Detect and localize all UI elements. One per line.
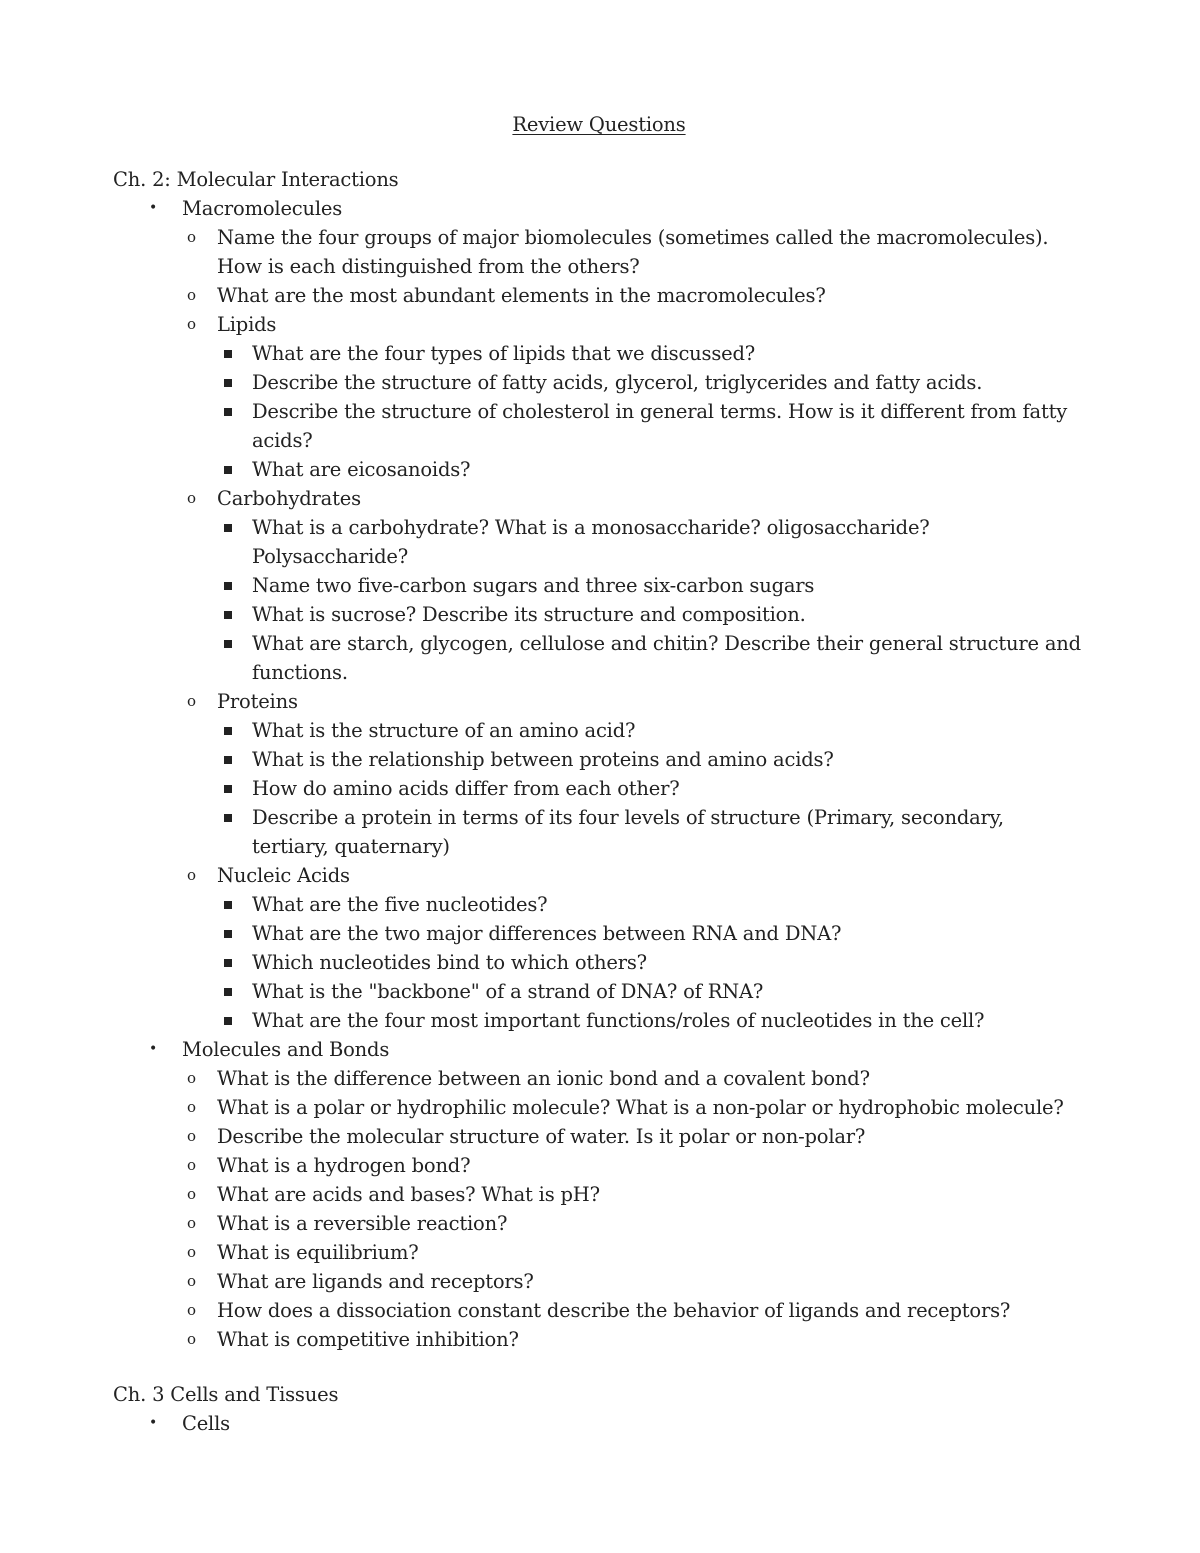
subquestion-text: What are starch, glycogen, cellulose and chitin? Describe their general structure and functions. xyxy=(252,632,1081,684)
circle-bullet: o xyxy=(187,1243,196,1261)
subquestion-text: Which nucleotides bind to which others? xyxy=(252,951,647,974)
square-bullet xyxy=(224,379,232,387)
subquestion-item xyxy=(252,629,1085,687)
topic-label: Proteins xyxy=(217,690,298,713)
circle-bullet: o xyxy=(187,1127,196,1145)
subquestion-list xyxy=(252,890,1085,1035)
question-text: Describe the molecular structure of water. Is it polar or non-polar? xyxy=(217,1125,866,1148)
subquestion-list xyxy=(252,339,1085,484)
square-bullet xyxy=(224,640,232,648)
circle-bullet: o xyxy=(187,1156,196,1174)
question-text: What are the most abundant elements in the macromolecules? xyxy=(217,284,826,307)
circle-bullet: o xyxy=(187,489,196,507)
subquestion-item xyxy=(252,803,1085,861)
circle-bullet: o xyxy=(187,692,196,710)
subquestion-item xyxy=(252,774,1085,803)
question-item xyxy=(187,1180,1085,1209)
bullet-marker: • xyxy=(149,1415,158,1431)
circle-bullet: o xyxy=(187,1301,196,1319)
section-item xyxy=(149,1409,1085,1438)
question-item xyxy=(187,1296,1085,1325)
square-bullet xyxy=(224,1017,232,1025)
subquestion-text: What is the "backbone" of a strand of DNA? of RNA? xyxy=(252,980,764,1003)
square-bullet xyxy=(224,727,232,735)
question-item xyxy=(187,1151,1085,1180)
subquestion-text: Describe the structure of fatty acids, glycerol, triglycerides and fatty acids. xyxy=(252,371,983,394)
circle-bullet: o xyxy=(187,1069,196,1087)
topic-item xyxy=(187,310,1085,484)
section-label: Cells xyxy=(182,1412,230,1435)
section-item xyxy=(149,194,1085,1035)
question-item xyxy=(187,281,1085,310)
question-text: What are acids and bases? What is pH? xyxy=(217,1183,600,1206)
subquestion-text: Describe the structure of cholesterol in general terms. How is it different from fatty acids? xyxy=(252,400,1068,452)
question-item xyxy=(187,1209,1085,1238)
square-bullet xyxy=(224,814,232,822)
question-item xyxy=(187,1325,1085,1354)
subquestion-item xyxy=(252,745,1085,774)
subquestion-text: What are the two major differences between RNA and DNA? xyxy=(252,922,842,945)
question-text: What is equilibrium? xyxy=(217,1241,419,1264)
square-bullet xyxy=(224,524,232,532)
subquestion-text: What are eicosanoids? xyxy=(252,458,471,481)
question-item xyxy=(187,1238,1085,1267)
section-list xyxy=(149,194,1085,1354)
subquestion-text: What are the four types of lipids that we discussed? xyxy=(252,342,756,365)
subquestion-item xyxy=(252,919,1085,948)
square-bullet xyxy=(224,611,232,619)
subquestion-item xyxy=(252,948,1085,977)
circle-bullet: o xyxy=(187,315,196,333)
topic-label: Nucleic Acids xyxy=(217,864,350,887)
question-text: What is a reversible reaction? xyxy=(217,1212,508,1235)
subquestion-text: What is a carbohydrate? What is a monosaccharide? oligosaccharide? Polysaccharide? xyxy=(252,516,930,568)
section-label: Macromolecules xyxy=(182,197,343,220)
square-bullet xyxy=(224,988,232,996)
question-text: What is a hydrogen bond? xyxy=(217,1154,471,1177)
bullet-marker: • xyxy=(149,200,158,216)
question-item xyxy=(187,1093,1085,1122)
question-text: What is the difference between an ionic bond and a covalent bond? xyxy=(217,1067,870,1090)
subquestion-item xyxy=(252,513,1085,571)
circle-bullet: o xyxy=(187,1272,196,1290)
question-item xyxy=(187,1064,1085,1093)
subquestion-text: Describe a protein in terms of its four levels of structure (Primary, secondary, tertiary, quaternary) xyxy=(252,806,1004,858)
subquestion-text: What is the relationship between proteins and amino acids? xyxy=(252,748,834,771)
topic-item xyxy=(187,484,1085,687)
question-text: What are ligands and receptors? xyxy=(217,1270,534,1293)
subquestion-item xyxy=(252,716,1085,745)
subquestion-item xyxy=(252,890,1085,919)
section-list xyxy=(149,1409,1085,1438)
square-bullet xyxy=(224,582,232,590)
topic-label: Carbohydrates xyxy=(217,487,361,510)
square-bullet xyxy=(224,959,232,967)
subquestion-item xyxy=(252,455,1085,484)
topic-label: Lipids xyxy=(217,313,277,336)
circle-bullet: o xyxy=(187,1098,196,1116)
square-bullet xyxy=(224,901,232,909)
subquestion-item xyxy=(252,339,1085,368)
subquestion-list xyxy=(252,716,1085,861)
subquestion-text: What are the four most important functions/roles of nucleotides in the cell? xyxy=(252,1009,985,1032)
square-bullet xyxy=(224,785,232,793)
subquestion-item xyxy=(252,397,1085,455)
square-bullet xyxy=(224,350,232,358)
question-text: Name the four groups of major biomolecules (sometimes called the macromolecules). How is each distinguished from the others? xyxy=(217,226,1049,278)
circle-bullet: o xyxy=(187,1185,196,1203)
square-bullet xyxy=(224,466,232,474)
question-text: How does a dissociation constant describe the behavior of ligands and receptors? xyxy=(217,1299,1011,1322)
topic-item xyxy=(187,687,1085,861)
chapter-heading: Ch. 2: Molecular Interactions xyxy=(113,168,399,191)
topic-item xyxy=(187,861,1085,1035)
subquestion-text: How do amino acids differ from each other? xyxy=(252,777,680,800)
circle-bullet: o xyxy=(187,1330,196,1348)
chapter-heading: Ch. 3 Cells and Tissues xyxy=(113,1383,339,1406)
subquestion-item xyxy=(252,571,1085,600)
subquestion-text: What are the five nucleotides? xyxy=(252,893,548,916)
subquestion-text: What is sucrose? Describe its structure and composition. xyxy=(252,603,806,626)
subquestion-list xyxy=(252,513,1085,687)
circle-bullet: o xyxy=(187,866,196,884)
question-list xyxy=(187,223,1085,1035)
question-item xyxy=(187,223,1085,281)
square-bullet xyxy=(224,408,232,416)
question-item xyxy=(187,1267,1085,1296)
subquestion-text: Name two five-carbon sugars and three six-carbon sugars xyxy=(252,574,815,597)
question-text: What is a polar or hydrophilic molecule? What is a non-polar or hydrophobic molecule? xyxy=(217,1096,1064,1119)
circle-bullet: o xyxy=(187,228,196,246)
document-title: Review Questions xyxy=(512,113,686,136)
question-item xyxy=(187,1122,1085,1151)
subquestion-item xyxy=(252,1006,1085,1035)
subquestion-item xyxy=(252,977,1085,1006)
square-bullet xyxy=(224,930,232,938)
question-text: What is competitive inhibition? xyxy=(217,1328,519,1351)
bullet-marker: • xyxy=(149,1041,158,1057)
circle-bullet: o xyxy=(187,1214,196,1232)
circle-bullet: o xyxy=(187,286,196,304)
section-label: Molecules and Bonds xyxy=(182,1038,390,1061)
subquestion-text: What is the structure of an amino acid? xyxy=(252,719,636,742)
section-item xyxy=(149,1035,1085,1354)
subquestion-item xyxy=(252,600,1085,629)
question-list xyxy=(187,1064,1085,1354)
square-bullet xyxy=(224,756,232,764)
subquestion-item xyxy=(252,368,1085,397)
